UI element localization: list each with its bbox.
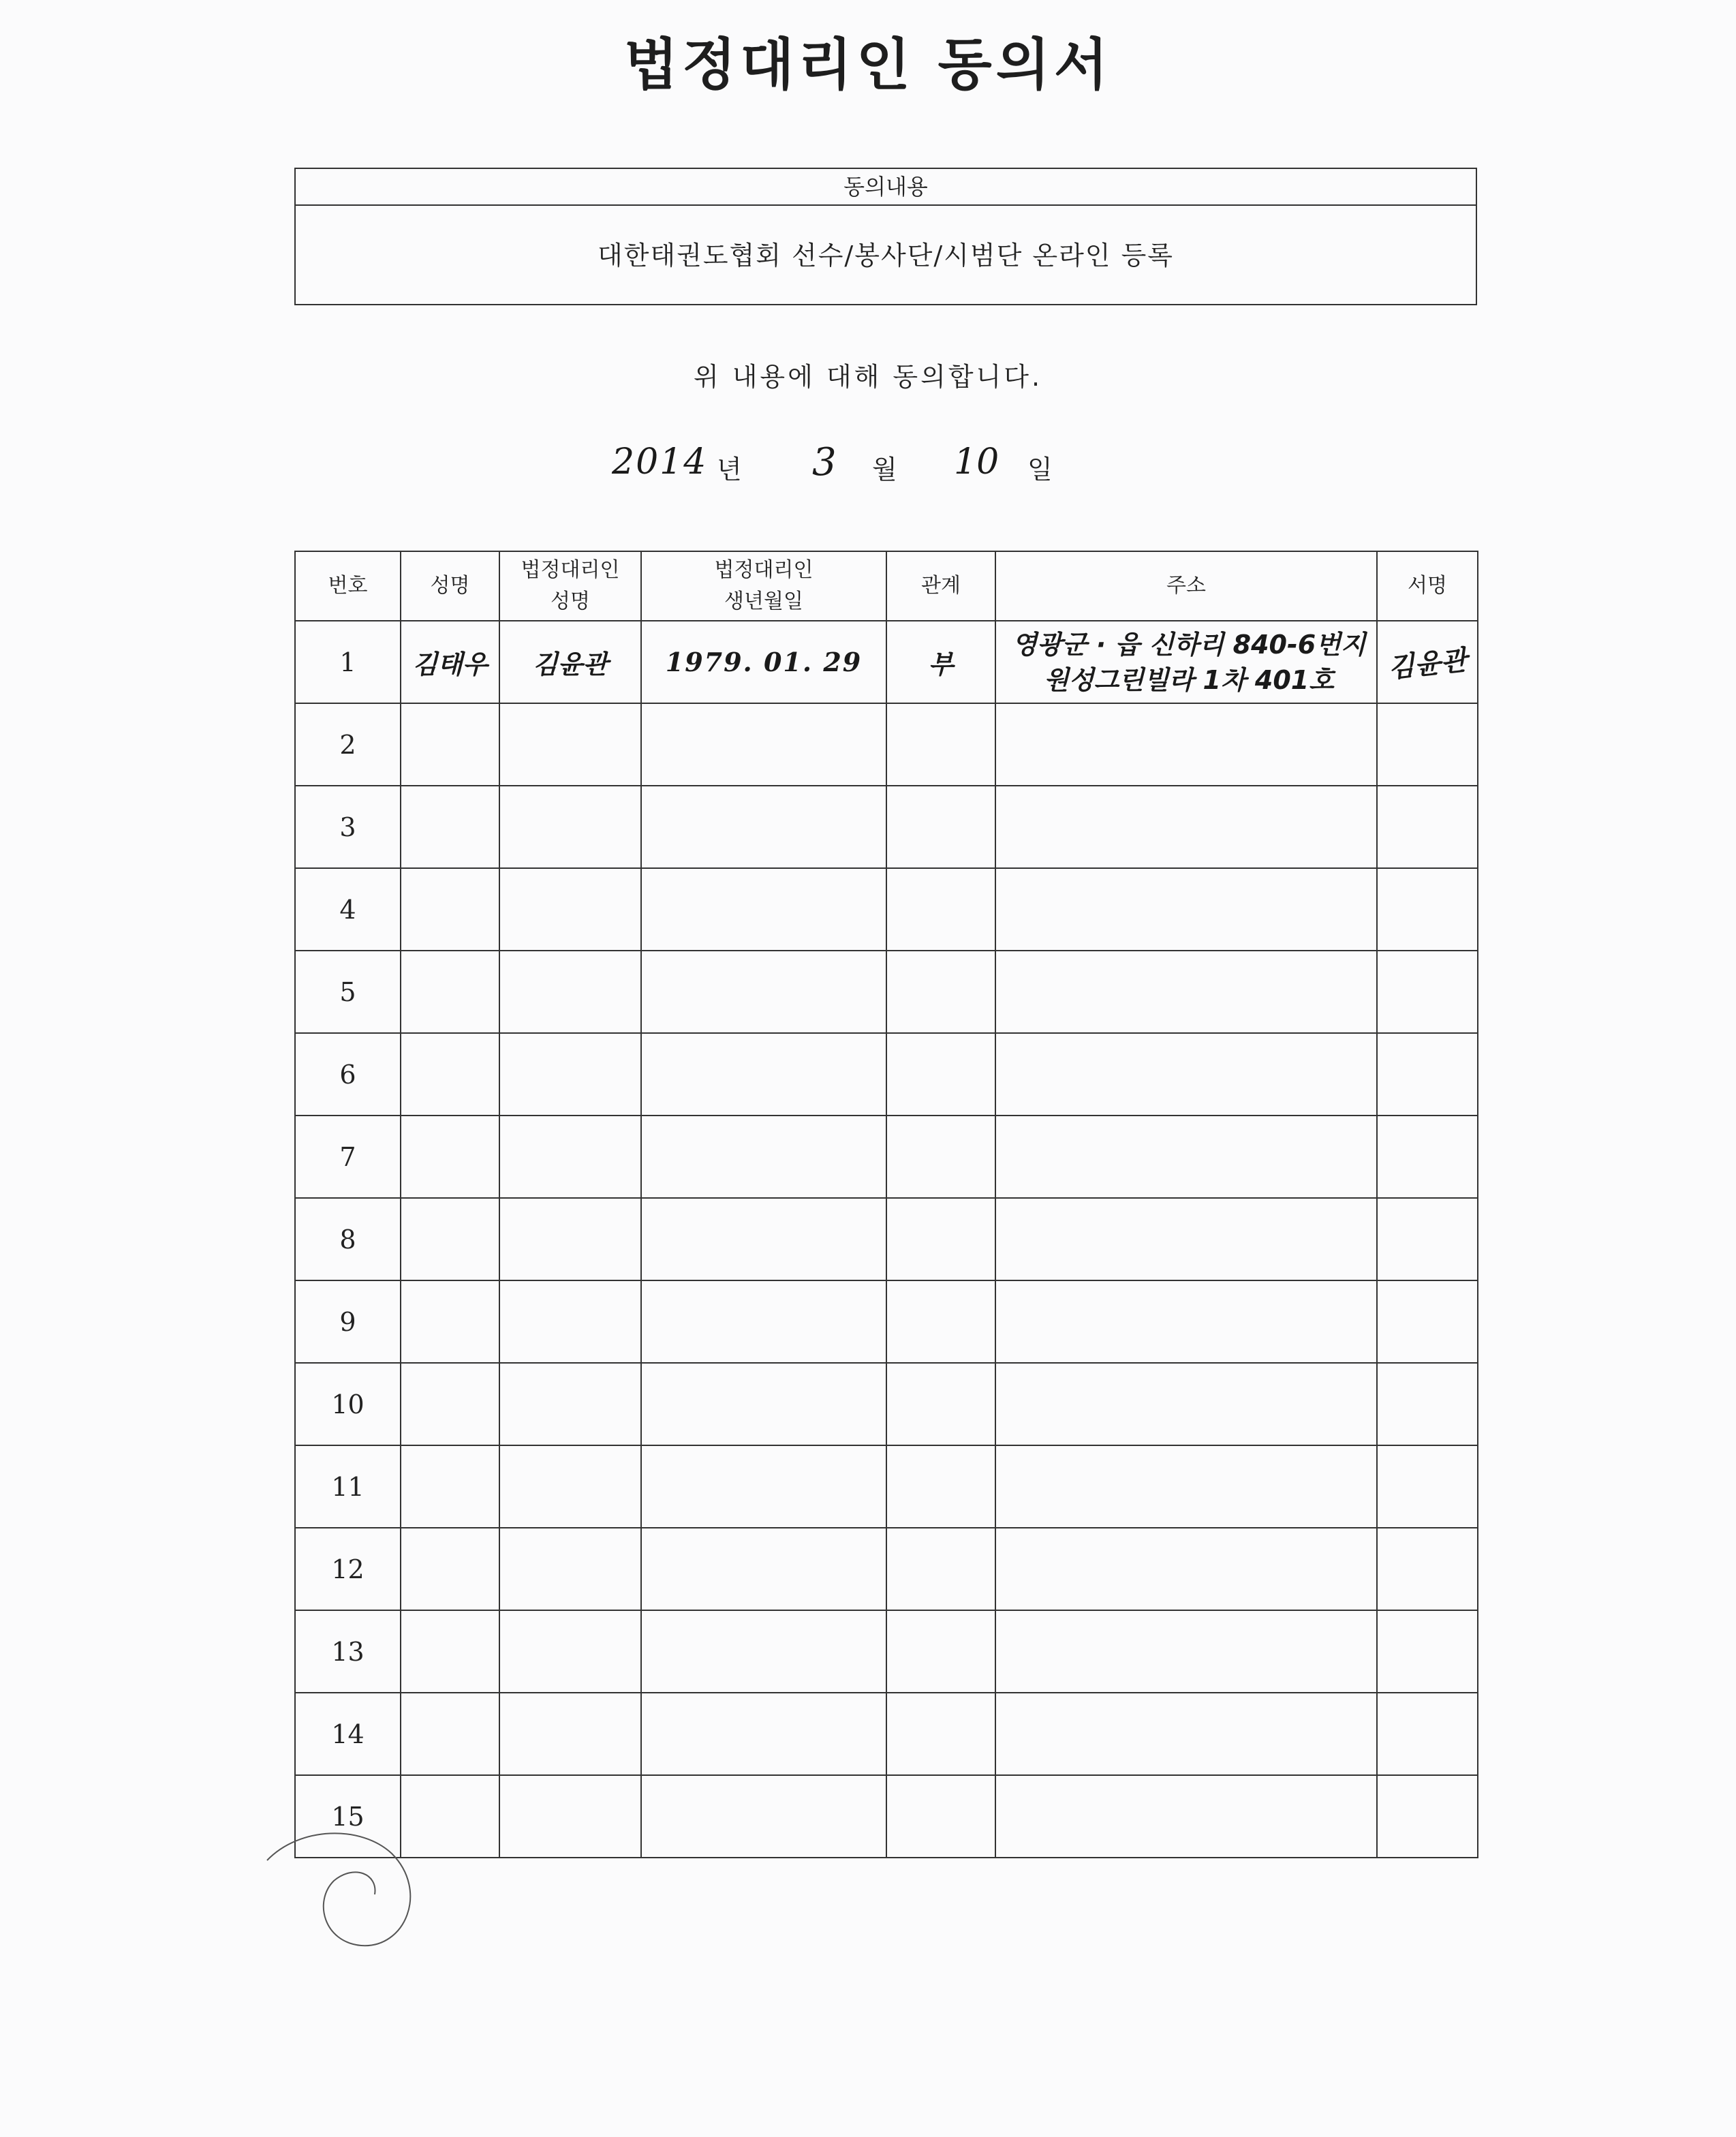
row-number: 9: [295, 1280, 401, 1363]
signature: [1377, 621, 1478, 703]
table-row: [295, 1363, 1478, 1445]
row-number: 7: [295, 1116, 401, 1198]
guardian-table: [294, 551, 1478, 1858]
date-year-label: 년: [717, 455, 742, 485]
binder-clip-mark: [259, 1826, 450, 1963]
header-guardian-dob: [641, 551, 886, 621]
date-line: [600, 442, 1145, 489]
table-header-row: [295, 551, 1478, 621]
consent-content: 대한태권도협회 선수/봉사단/시범단 온라인 등록: [597, 241, 1174, 271]
signature-text: 김윤관: [1386, 645, 1469, 684]
table-row: [295, 1693, 1478, 1775]
header-no: 번호: [295, 551, 401, 621]
header-guardian-dob-line1: 법정대리인: [714, 558, 813, 582]
child-name: 김태우: [401, 621, 499, 703]
header-guardian-dob-line2: 생년월일: [724, 589, 803, 613]
header-guardian-name-line2: 성명: [551, 589, 590, 613]
header-guardian-name-line1: 법정대리인: [521, 558, 620, 582]
table-row: [295, 1033, 1478, 1116]
row-number: 2: [295, 703, 401, 786]
table-row: [295, 1528, 1478, 1610]
row-number: 15: [295, 1775, 401, 1858]
date-month-label: 월: [872, 455, 897, 485]
row-number: 8: [295, 1198, 401, 1280]
table-row: [295, 1775, 1478, 1858]
page-title: 법정대리인 동의서: [623, 33, 1113, 97]
table-row: [295, 1116, 1478, 1198]
table-row: [295, 1445, 1478, 1528]
table-row: [295, 621, 1478, 703]
header-signature: 서명: [1377, 551, 1478, 621]
row-number: 11: [295, 1445, 401, 1528]
table-row: [295, 703, 1478, 786]
table-row: [295, 1280, 1478, 1363]
guardian-name: 김윤관: [499, 621, 641, 703]
date-month: 3: [812, 440, 837, 485]
table-row: [295, 1198, 1478, 1280]
row-number: 1: [295, 621, 401, 703]
row-number: 14: [295, 1693, 401, 1775]
table-row: [295, 786, 1478, 868]
relation: 부: [886, 621, 995, 703]
address-line2: 원성그린빌라 1차 401호: [1044, 664, 1334, 695]
table-row: [295, 951, 1478, 1033]
date-day-label: 일: [1027, 455, 1053, 485]
row-number: 3: [295, 786, 401, 868]
consent-header: 동의내용: [296, 169, 1476, 206]
address: [995, 621, 1377, 703]
address-line1: 영광군 · 읍 신하리 840-6번지: [1012, 629, 1366, 660]
row-number: 5: [295, 951, 401, 1033]
date-day: 10: [954, 442, 999, 482]
row-number: 10: [295, 1363, 401, 1445]
header-relation: 관계: [886, 551, 995, 621]
guardian-dob: 1979. 01. 29: [641, 621, 886, 703]
row-number: 6: [295, 1033, 401, 1116]
row-number: 13: [295, 1610, 401, 1693]
header-address: 주소: [995, 551, 1377, 621]
table-body: [295, 621, 1478, 1858]
row-number: 4: [295, 868, 401, 951]
table-row: [295, 1610, 1478, 1693]
table-row: [295, 868, 1478, 951]
consent-content-box: [294, 168, 1477, 305]
header-name: 성명: [401, 551, 499, 621]
date-year: 2014: [612, 442, 708, 482]
agreement-statement: 위 내용에 대해 동의합니다.: [693, 362, 1043, 392]
row-number: 12: [295, 1528, 401, 1610]
header-guardian-name: [499, 551, 641, 621]
